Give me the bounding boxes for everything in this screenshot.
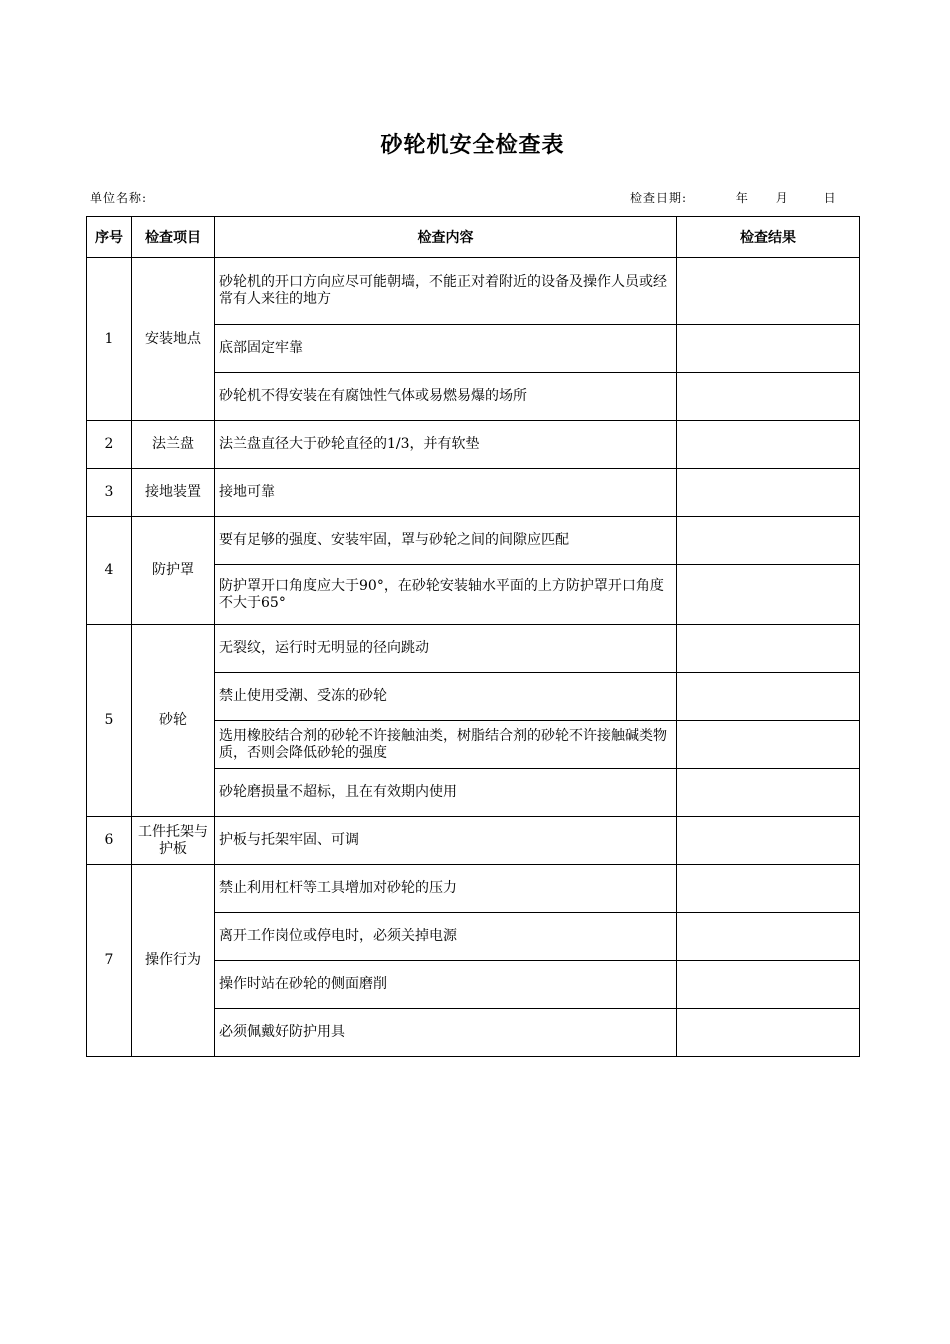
result-cell[interactable]: [677, 373, 860, 421]
seq-cell: 2: [87, 421, 132, 469]
date-day: 日: [823, 191, 837, 205]
content-cell: 底部固定牢靠: [215, 325, 677, 373]
seq-cell: 3: [87, 469, 132, 517]
header-item: 检查项目: [132, 217, 215, 258]
content-cell: 选用橡胶结合剂的砂轮不许接触油类，树脂结合剂的砂轮不许接触碱类物质，否则会降低砂轮的强度: [215, 721, 677, 769]
item-cell: 砂轮: [132, 625, 215, 817]
content-cell: 砂轮磨损量不超标，且在有效期内使用: [215, 769, 677, 817]
date-year: 年: [735, 191, 749, 205]
content-cell: 必须佩戴好防护用具: [215, 1009, 677, 1057]
item-cell: 防护罩: [132, 517, 215, 625]
header-content: 检查内容: [215, 217, 677, 258]
inspection-table: [86, 216, 860, 1057]
check-date: [630, 189, 837, 206]
result-cell[interactable]: [677, 1009, 860, 1057]
table-row: [87, 625, 860, 673]
result-cell[interactable]: [677, 325, 860, 373]
table-row: [87, 421, 860, 469]
result-cell[interactable]: [677, 421, 860, 469]
result-cell[interactable]: [677, 961, 860, 1009]
result-cell[interactable]: [677, 721, 860, 769]
result-cell[interactable]: [677, 565, 860, 625]
content-cell: 禁止利用杠杆等工具增加对砂轮的压力: [215, 865, 677, 913]
unit-name-label: 单位名称:: [90, 191, 148, 205]
content-cell: 禁止使用受潮、受冻的砂轮: [215, 673, 677, 721]
seq-cell: 5: [87, 625, 132, 817]
result-cell[interactable]: [677, 817, 860, 865]
page-title: 砂轮机安全检查表: [380, 132, 565, 158]
item-cell: 接地装置: [132, 469, 215, 517]
result-cell[interactable]: [677, 913, 860, 961]
table-header-row: [87, 217, 860, 258]
table-row: [87, 817, 860, 865]
result-cell[interactable]: [677, 769, 860, 817]
result-cell[interactable]: [677, 469, 860, 517]
seq-cell: 7: [87, 865, 132, 1057]
content-cell: 砂轮机的开口方向应尽可能朝墙，不能正对着附近的设备及操作人员或经常有人来往的地方: [215, 258, 677, 325]
item-cell: 工件托架与护板: [132, 817, 215, 865]
content-cell: 法兰盘直径大于砂轮直径的1/3，并有软垫: [215, 421, 677, 469]
result-cell[interactable]: [677, 865, 860, 913]
content-cell: 无裂纹，运行时无明显的径向跳动: [215, 625, 677, 673]
table-row: [87, 469, 860, 517]
content-cell: 要有足够的强度、安装牢固，罩与砂轮之间的间隙应匹配: [215, 517, 677, 565]
result-cell[interactable]: [677, 258, 860, 325]
table-row: [87, 258, 860, 325]
content-cell: 砂轮机不得安装在有腐蚀性气体或易燃易爆的场所: [215, 373, 677, 421]
result-cell[interactable]: [677, 673, 860, 721]
result-cell[interactable]: [677, 517, 860, 565]
seq-cell: 1: [87, 258, 132, 421]
header-result: 检查结果: [677, 217, 860, 258]
result-cell[interactable]: [677, 625, 860, 673]
table-row: [87, 865, 860, 913]
item-cell: 安装地点: [132, 258, 215, 421]
item-cell: 操作行为: [132, 865, 215, 1057]
date-month: 月: [775, 191, 789, 205]
check-date-label: 检查日期:: [630, 191, 688, 205]
content-cell: 接地可靠: [215, 469, 677, 517]
seq-cell: 6: [87, 817, 132, 865]
content-cell: 离开工作岗位或停电时，必须关掉电源: [215, 913, 677, 961]
header-seq: 序号: [87, 217, 132, 258]
content-cell: 防护罩开口角度应大于90°，在砂轮安装轴水平面的上方防护罩开口角度不大于65°: [215, 565, 677, 625]
seq-cell: 4: [87, 517, 132, 625]
content-cell: 操作时站在砂轮的侧面磨削: [215, 961, 677, 1009]
table-row: [87, 517, 860, 565]
item-cell: 法兰盘: [132, 421, 215, 469]
content-cell: 护板与托架牢固、可调: [215, 817, 677, 865]
